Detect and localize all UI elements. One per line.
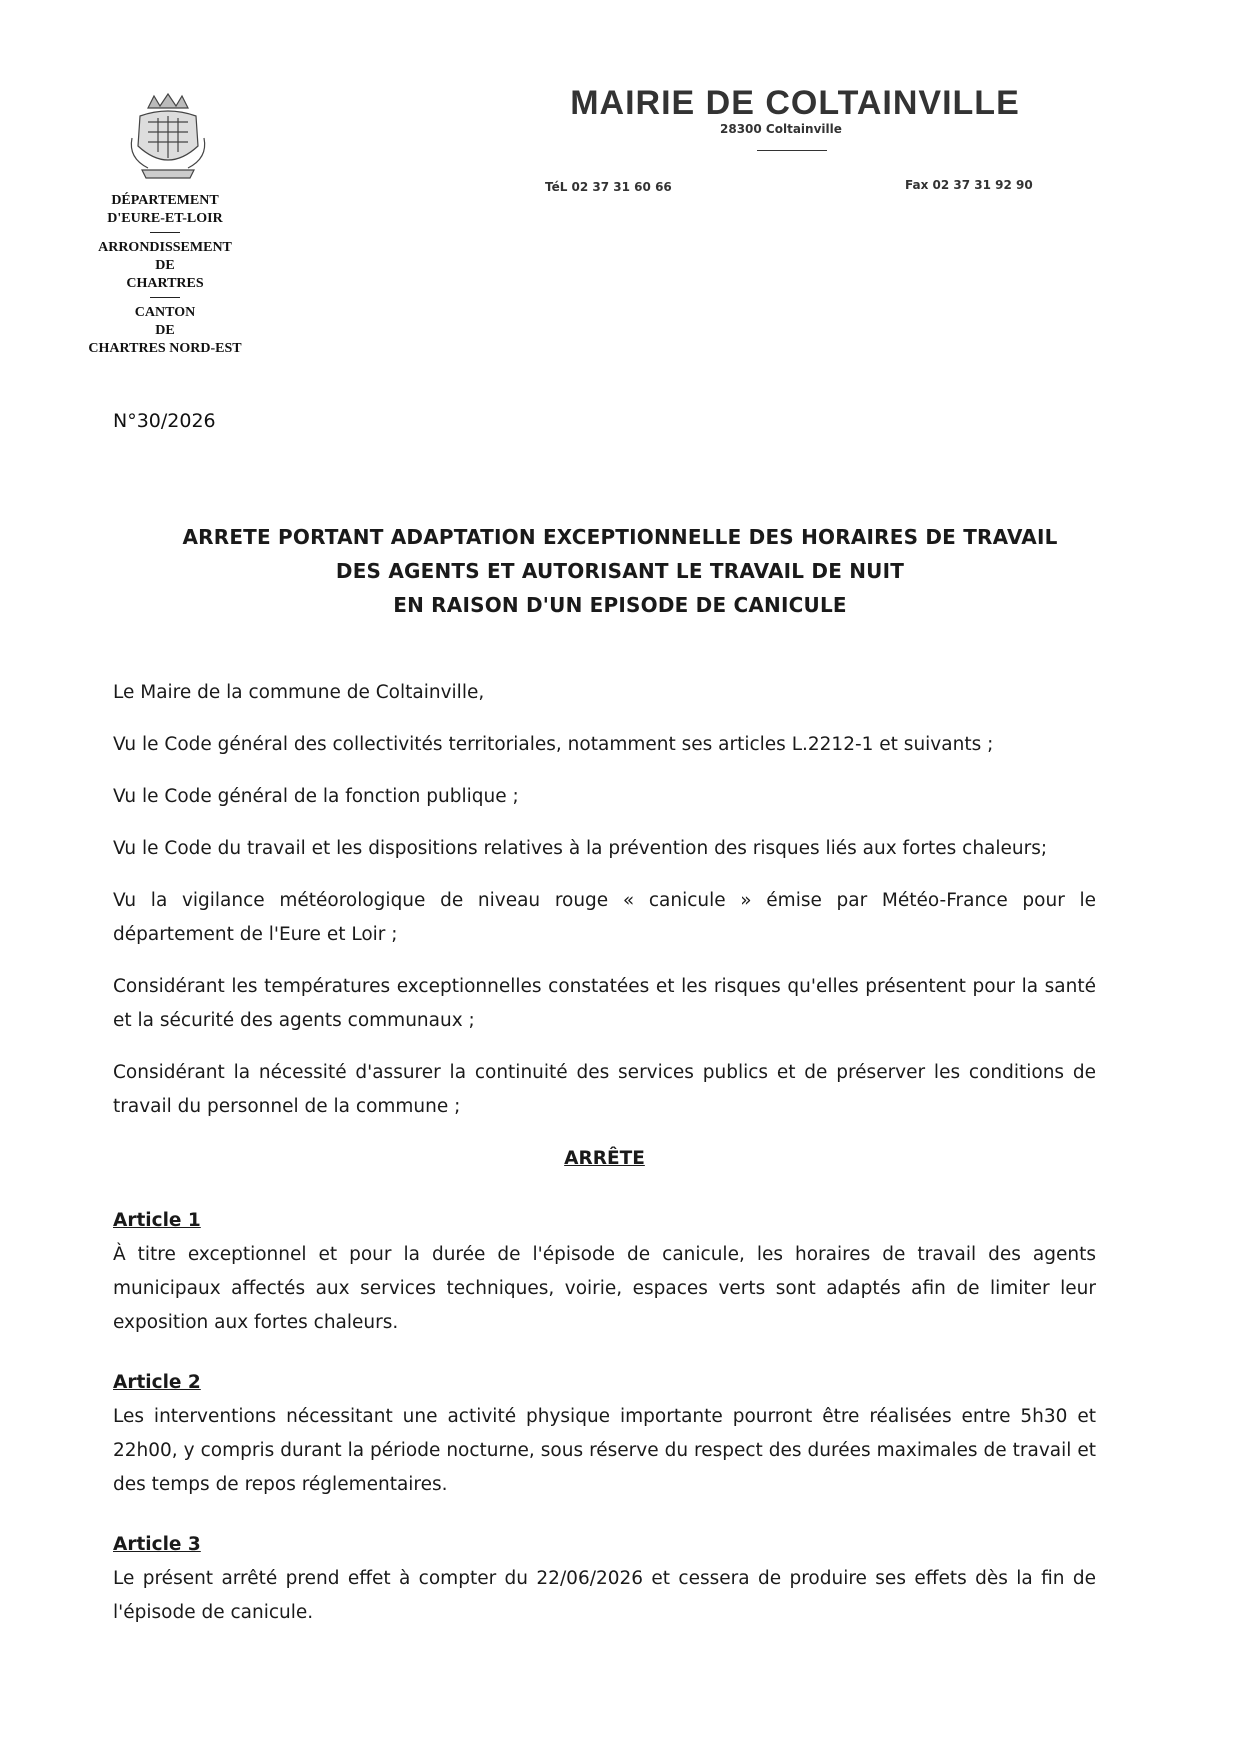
coat-of-arms-emblem [118,88,218,188]
preamble-paragraph: Le Maire de la commune de Coltainville, [113,682,485,703]
divider [150,232,180,233]
article-1 [113,1204,1096,1340]
arrondissement-line: DE [155,258,175,273]
article-3 [113,1528,1096,1630]
decree-body [113,676,1096,1656]
department-block [70,192,260,228]
article-title: Article 1 [113,1210,201,1231]
article-2 [113,1366,1096,1502]
decree-title-line: DES AGENTS ET AUTORISANT LE TRAVAIL DE NUIT [335,559,905,583]
article-title: Article 3 [113,1534,201,1555]
department-line: D'EURE-ET-LOIR [107,211,223,226]
preamble-paragraph: Vu la vigilance météorologique de niveau rouge « canicule » émise par Météo-France pour le département de l'Eure et Loir ; [113,890,1096,945]
preamble-paragraph: Vu le Code général de la fonction publique ; [113,786,519,807]
preamble-paragraph: Considérant la nécessité d'assurer la continuité des services publics et de préserver les conditions de travail du personnel de la commune ; [113,1062,1096,1117]
mairie-fax: Fax 02 37 31 92 90 [905,178,1033,192]
preamble-paragraph: Considérant les températures exceptionnelles constatées et les risques qu'elles présentent pour la santé et la sécurité des agents communaux ; [113,976,1096,1031]
decree-number: N°30/2026 [113,410,216,432]
header-divider [757,150,827,151]
decree-title-line: EN RAISON D'UN EPISODE DE CANICULE [393,593,847,617]
article-text: À titre exceptionnel et pour la durée de l'épisode de canicule, les horaires de travail des agents municipaux affectés aux services techniques, voirie, espaces verts sont adaptés afin de limiter leur exposition aux fortes chaleurs. [113,1244,1096,1333]
preamble-paragraph: Vu le Code général des collectivités territoriales, notamment ses articles L.2212-1 et suivants ; [113,734,994,755]
decree-title-line: ARRETE PORTANT ADAPTATION EXCEPTIONNELLE DES HORAIRES DE TRAVAIL [182,525,1058,549]
preamble-paragraph: Vu le Code du travail et les dispositions relatives à la prévention des risques liés aux fortes chaleurs; [113,838,1048,859]
mairie-postal-address: 28300 Coltainville [720,122,842,136]
department-line: DÉPARTEMENT [111,193,219,208]
arrondissement-line: ARRONDISSEMENT [98,240,232,255]
canton-line: CANTON [134,305,196,320]
article-text: Le présent arrêté prend effet à compter du 22/06/2026 et cessera de produire ses effets dès la fin de l'épisode de canicule. [113,1568,1096,1623]
divider [150,297,180,298]
canton-block [70,304,260,358]
mairie-title: MAIRIE DE COLTAINVILLE [570,84,1020,122]
decree-title [120,520,1120,622]
canton-line: DE [155,323,175,338]
arrete-heading: ARRÊTE [564,1148,645,1169]
arrondissement-block [70,239,260,293]
arrondissement-line: CHARTRES [126,276,204,291]
canton-line: CHARTRES NORD-EST [88,341,242,356]
article-title: Article 2 [113,1372,201,1393]
administrative-column [70,192,260,358]
mairie-phone: TéL 02 37 31 60 66 [545,180,672,194]
article-text: Les interventions nécessitant une activité physique importante pourront être réalisées entre 5h30 et 22h00, y compris durant la période nocturne, sous réserve du respect des durées maximales de travail et des temps de repos réglementaires. [113,1406,1096,1495]
